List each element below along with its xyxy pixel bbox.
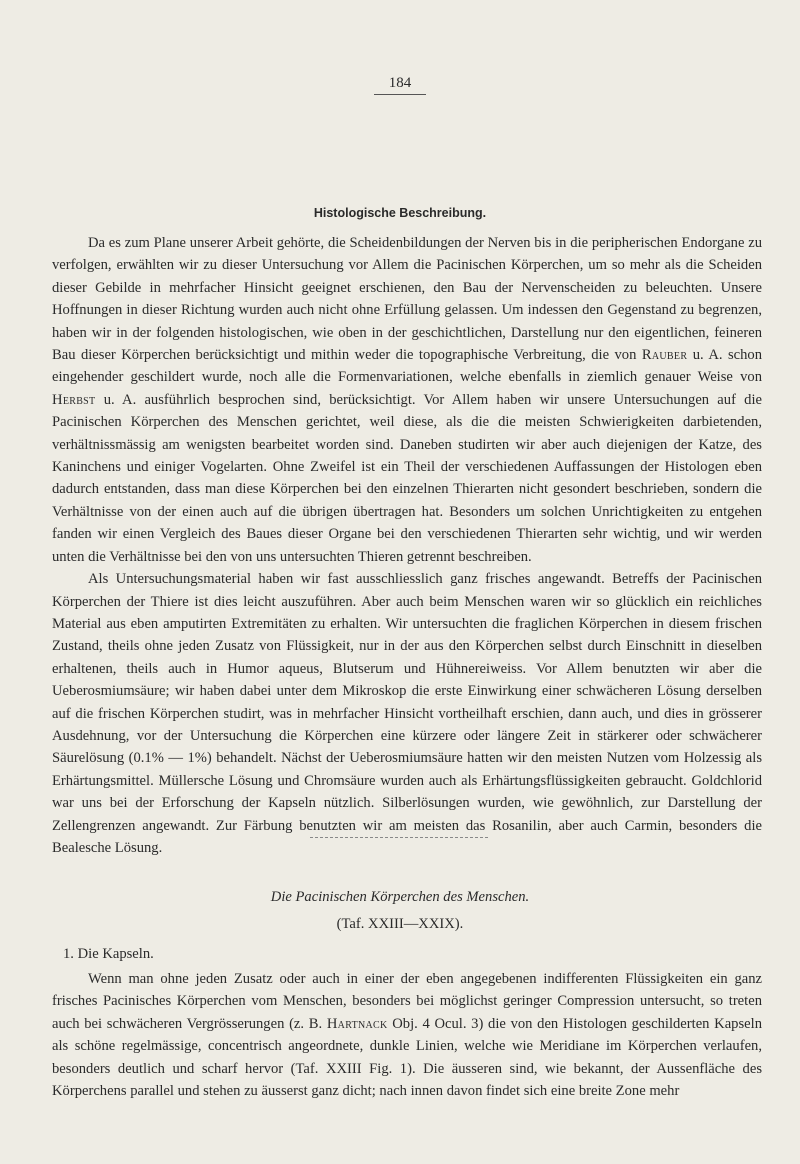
page-number: 184: [374, 74, 426, 95]
section-divider: [310, 837, 488, 838]
intro-text-block: [52, 232, 762, 859]
plate-reference: (Taf. XXIII—XXIX).: [336, 916, 464, 932]
author-name: Herbst: [52, 391, 96, 408]
paragraph-3: Wenn man ohne jeden Zusatz oder auch in einer der eben angegebenen indifferenten Flüssigkeiten ein ganz frisches Pacinisches Körperchen vom Menschen, besonders bei möglichst geringer Compression untersucht, so treten auch bei schwächeren Vergrösserungen (z. B. Hartnack Obj. 4 Ocul. 3) die von den Histologen geschilderten Kapseln als schöne regelmässige, concentrisch angeordnete, dunkle Linien, welche wie Meridiane im Körperchen verlaufen, besonders deutlich und scharf hervor (Taf. XXIII Fig. 1). Die äusseren sind, wie bekannt, der Aussenfläche des Körperchens parallel und stehen zu äusserst ganz dicht; nach innen davon findet sich eine breite Zone mehr: [52, 971, 762, 1100]
section-heading: Histologische Beschreibung.: [313, 206, 487, 220]
capsule-text-block: [52, 968, 762, 1102]
author-name: Rauber: [641, 347, 688, 364]
author-name: Hartnack: [326, 1015, 388, 1032]
paragraph-2: Als Untersuchungsmaterial haben wir fast ausschliesslich ganz frisches angewandt. Betreffs der Pacinischen Körperchen der Thiere ist dies leicht auszuführen. Aber auch beim Menschen waren wir so glücklich ein reichliches Material aus eben amputirten Extremitäten zu erhalten. Wir untersuchten die fraglichen Körperchen in diesem frischen Zustand, theils ohne jeden Zusatz von Flüssigkeit, nur in der aus den Körperchen selbst durch Einschnitt in dieselben erhaltenen, theils auch in Humor aqueus, Blutserum und Hühnereiweiss. Vor Allem benutzten wir aber die Ueberosmiumsäure; wir haben dabei unter dem Mikroskop die erste Einwirkung einer schwächeren Lösung derselben auf die frischen Körperchen studirt, was in mehrfacher Hinsicht vortheilhaft erschien, dann auch, und dies in grösserer Ausdehnung, vor der Untersuchung die Körperchen eine kürzere oder längere Zeit in stärkerer oder schwächerer Säurelösung (0.1% — 1%) behandelt. Nächst der Ueberosmiumsäure hatten wir den meisten Nutzen vom Holzessig als Erhärtungsmittel. Müllersche Lösung und Chromsäure wurden auch als Erhärtungsflüssigkeiten gebraucht. Goldchlorid war uns bei der Erforschung der Kapseln nützlich. Silberlösungen wurden, wie gewöhnlich, zur Darstellung der Zellengrenzen angewandt. Zur Färbung benutzten wir am meisten das Rosanilin, aber auch Carmin, besonders die Bealesche Lösung.: [52, 571, 762, 856]
subsection-title: Die Pacinischen Körperchen des Menschen.: [270, 889, 530, 905]
paragraph-1: Da es zum Plane unserer Arbeit gehörte, die Scheidenbildungen der Nerven bis in die peripherischen Endorgane zu verfolgen, erwählten wir zu dieser Untersuchung vor Allem die Pacinischen Körperchen, um so mehr als die Scheiden dieser Gebilde in mehrfacher Hinsicht geeignet erschienen, den Bau der Nervenscheiden zu beleuchten. Unsere Hoffnungen in dieser Richtung wurden auch nicht ohne Erfüllung gelassen. Um indessen den Gegenstand zu begrenzen, haben wir in der folgenden histologischen, wie oben in der geschichtlichen, Darstellung nur den eigentlichen, feineren Bau dieser Körperchen berücksichtigt und mithin weder die topographische Verbreitung, die von Rauber u. A. schon eingehender geschildert wurde, noch alle die Formenvariationen, welche ebenfalls in ziemlich genauer Weise von Herbst u. A. ausführlich besprochen sind, berücksichtigt. Vor Allem haben wir unsere Untersuchungen auf die Pacinischen Körperchen des Menschen gerichtet, weil diese, als die die meisten Schwierigkeiten darbietenden, verhältnissmässig am wenigsten bearbeitet worden sind. Daneben studirten wir aber auch diejenigen der Katze, des Kaninchens und einiger Vogelarten. Ohne Zweifel ist ein Theil der verschiedenen Auffassungen der Histologen eben dadurch entstanden, dass man diese Körperchen bei den einzelnen Thierarten nicht gesondert beschrieben, sondern die Verhältnisse von der einen auch auf die übrigen übertragen hat. Besonders um solchen Unrichtigkeiten zu entgehen fanden wir einen Vergleich des Baues dieser Organe bei den verschiedenen Thierarten sehr wichtig, und wir werden unten die Verhältnisse bei den von uns untersuchten Thieren getrennt beschreiben.: [52, 235, 762, 565]
sub-heading: 1. Die Kapseln.: [63, 946, 154, 962]
